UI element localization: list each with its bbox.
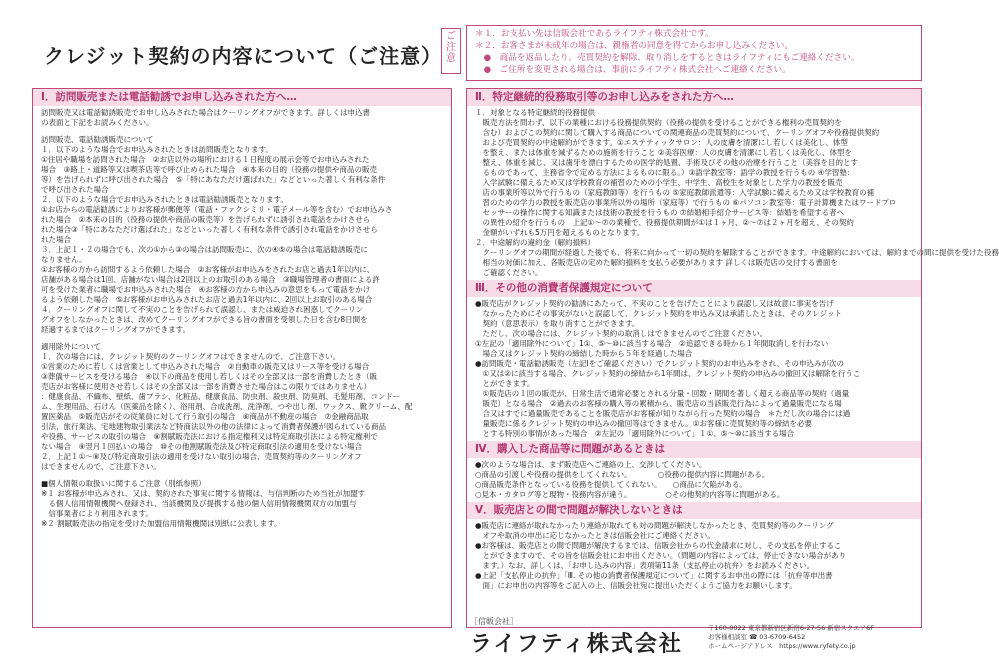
text-line: 場合又はクレジット契約の締結した時から５年を経過した場合 (475, 349, 693, 358)
left-section (33, 340, 451, 474)
text-line: とができます。 (475, 379, 535, 388)
text-line: ○商品販売条件となっている役務を提供してくれない。 ○商品に欠陥がある。 (475, 480, 747, 489)
right-panel (466, 88, 999, 628)
text-line: 店舗がある場合は1回、店舗がない場合は2回以上のお取引のある場合 ③職場管理者の書面による許 (41, 275, 380, 284)
text-line: ３．上記１・２の場合でも、次の①から③の場合は訪問販売に、次の④⑤の場合は電話勧誘販売に (41, 245, 368, 254)
left-panel (32, 88, 452, 628)
text-line: の表面と下記をお読みください。 (41, 118, 154, 127)
text-line: 売店がお客様に使用させ若しくはその全部又は一部を消費させた場合はこの限りではありません） (41, 382, 371, 391)
company-address (708, 624, 874, 651)
notice-line: ● ご住所を変更される場合は、事前にライフティ株式会社へご連絡ください。 (475, 65, 791, 75)
text-line: 可を受けた業者に職場でお申込みされた場合 ④お客様の方から申込みの意思をもって電話をかけ (41, 285, 371, 294)
text-line: の異性の紹介を行うもの 上記①～⑦の業種で、役務提供期間が①は１ヶ月、②～⑦は２ヶ月を超え、その契約 (475, 218, 854, 227)
text-line: 等）を告げられずに呼び出された場合 ⑤「特にあなただけ選ばれた」などといった著しく有利な条件 (41, 175, 386, 184)
company-name: ライフティ株式会社 (470, 632, 683, 657)
text-line: ■個人情報の取扱いに関するご注意（別紙参照） (41, 479, 206, 488)
right-section (467, 297, 921, 441)
company-block (470, 616, 683, 658)
text-line: クーリングオフの期間が経過した後でも、将来に向かって一切の契約を解除することができます。中途解約においては、解約までの間に提供を受けた役務 (475, 248, 999, 257)
section-heading-3: Ⅲ．その他の消費者保護規定について (467, 280, 921, 297)
text-line: 合又はすでに過量販売であることを販売店がお客様が知りながら行った契約の場合 ＊ただし次の場合には過 (475, 409, 851, 418)
text-line: オフや取消の申出に応じなかったときは信販会社にご連絡ください。 (475, 531, 715, 540)
text-line: 含む）およびこの契約に関して購入する商品についての関連商品の売買契約について、クーリングオフや役務提供契約 (475, 128, 880, 137)
text-line: れた場合 (41, 235, 71, 244)
address-line: 〒160-0022 東京都新宿区新宿6-27-56 新宿スクエア6F (708, 624, 875, 632)
text-line: セッサーの操作に関する知識または技術の教授を行うもの ⑦結婚相手紹介サービス等：結婚を希望する者へ (475, 208, 845, 217)
text-line: １．次の場合には、クレジット契約のクーリングオフはできませんので、ご注意下さい。 (41, 352, 341, 361)
text-line: ●お客様は、販売店との間で問題が解決するまでは、信販会社からの代金請求に対し、その支払を停止するこ (475, 541, 842, 550)
text-line: れた場合③「特にあなただけ選ばれた」などといった著しく有利な条件で誘引され電話をかけさせら (41, 225, 378, 234)
text-line: ③葬儀サービスを受ける場合 ④以下の商品を使用し若しくはその全部又は一部を消費したとき（販 (41, 372, 377, 381)
text-line: 販売方法を問わず、以下の業種における役務提供契約（役務の提供を受けることができる権利の売買契約を (475, 118, 842, 127)
text-line: ２．上記１①～⑧及び特定商取引法の適用を受けない取引の場合、売買契約等のクーリングオフ (41, 452, 362, 461)
text-line: を整え、または体重を減ずるための施術を行うこと ②美容医療：人の皮膚を清潔にし若しくは美化し、体型を (475, 148, 853, 157)
text-line: なりません。 (41, 255, 87, 264)
text-line: 整え、体重を減じ、又は歯牙を漂白するための医学的処置、手術及びその他の治療を行うこと（美容を目的とす (475, 158, 858, 167)
text-line: ：健康食品、不織布、壁紙、歯ブラシ、化粧品、健康食品、防虫剤、殺虫剤、防臭剤、毛髪用剤、コンドー (41, 392, 401, 401)
text-line: ●次のような場合は、まず販売店へご連絡の上、交渉してください。 (475, 460, 707, 469)
text-line: るよう依頼した場合 ⑤お客様がお申込みされたお店と過去1年以内に、2回以上お取引のある場合 (41, 295, 373, 304)
text-line: ①お客様の方から訪問するよう依頼した場合 ②お客様がお申込みをされたお店と過去1年以内に、 (41, 265, 375, 274)
text-line: 経過するまではクーリングオフができます。 (41, 325, 191, 334)
text-line: ただし、次の場合には、クレジット契約の取消しはできませんのでご注意ください。 (475, 329, 768, 338)
text-line: グオフをしなかったときは、改めてクーリングオフができる旨の書面を受領した日を含む8日間を (41, 315, 368, 324)
text-line: １．以下のような場合でお申込みされたときは訪問販売となります。 (41, 145, 273, 154)
notice-tab: ご注意 (441, 28, 461, 74)
text-line: ●販売店がクレジット契約の勧誘にあたって、不実のことを告げたことにより誤認し又は故意に事実を告げ (475, 299, 834, 308)
text-line: ２．中途解約の違約金（解約損料） (475, 238, 595, 247)
text-line: 信事業者により利用されます。 (41, 509, 153, 518)
left-section (33, 133, 451, 337)
text-line: で呼び出された場合 (41, 185, 109, 194)
text-line: ※１ お客様が申込みされ、又は、契約された事実に関する情報は、与信判断のため当社が加盟す (41, 489, 366, 498)
text-line: ①左記の「適用除外について」1①、⑤～⑩に該当する場合 ②追認できる時から１年間取消しを行わない (475, 339, 829, 348)
text-line: 店の事業所等以外で行うもの（家庭教師等）を行うもの ⑤家庭教師派遣等：入学試験に備えるため又は学校教育の補 (475, 188, 875, 197)
text-line: ●訪問販売・電話勧誘販売（左記Ⅰをご確認ください）でクレジット契約のお申込みをされ、その申込みが次の (475, 359, 845, 368)
text-line: 量販売に係るクレジット契約の申込みの撤回等はできません。①お客様に売買契約等の締結を必要 (475, 419, 812, 428)
text-line: るものであって、主務省令で定める方法によるものに限る。）③語学教室等：語学の教授を行うもの ④学習塾： (475, 168, 855, 177)
text-line: 引法、旅行業法、宅地建物取引業法など特商法以外の他の法律によって消費者保護が図られている商品 (41, 422, 386, 431)
left-section (33, 106, 451, 130)
text-line: ①住居や職場を訪問された場合 ②お店以外の場所における１日程度の展示会等でお申込みされた (41, 155, 370, 164)
address-line: ホームページアドレス https://www.ryfety.co.jp (708, 642, 856, 650)
section-heading-2: Ⅱ．特定継続的役務取引等のお申し込みをされた方へ… (467, 89, 921, 106)
text-line: 金額がいずれも5万円を超えるものとなります。 (475, 228, 645, 237)
left-section (33, 477, 451, 531)
text-line: および売買契約の中途解約ができます。①エステティックサロン：人の皮膚を清潔にし若しくは美化し、体型 (475, 138, 848, 147)
text-line: 訪問販売又は電話勧誘販売でお申し込みされた場合はクーリングオフができます。詳しくは申込書 (41, 108, 371, 117)
text-line: ４．クーリングオフに関して不実のことを告げられて誤認し、または威迫され困惑してクーリン (41, 305, 364, 314)
notice-line: ＊２．お客さまが未成年の場合は、親権者の同意を得てからお申し込みください。 (475, 41, 793, 51)
section-heading-1: Ⅰ．訪問販売または電話勧誘でお申し込みされた方へ… (33, 89, 451, 106)
text-line: ない場合 ⑨翌月１回払いの場合 ⑩その他割賦販売法及び特定商取引法の適用を受けない場合 (41, 442, 362, 451)
text-line: 入学試験に備えるため又は学校教育の補習のための小学生、中学生、高校生を対象とした学力の教授を販売 (475, 178, 843, 187)
text-line: ●上記「支払停止の抗弁」「Ⅲ. その他の消費者保護規定について」に関するお申出の際には「抗弁等申出書 (475, 571, 833, 580)
text-line: れた場合 ②本来の目的（役務の提供や商品の販売等）を告げられずに誘引され電話をかけさせら (41, 215, 371, 224)
text-line: 相当の対価に加え、各販売店の定めた解約損料を支払う必要があります 詳しくは販売店の交付する書面を (475, 258, 838, 267)
text-line: ご確認ください。 (475, 268, 543, 277)
address-line: お客様相談室 ☎ 03-6709-6452 (708, 633, 806, 641)
text-line: ○見本・カタログ等と現物・役務内容が違う。 ○その他契約内容等に問題がある。 (475, 490, 785, 499)
text-line: 販売）となる場合 ②過去のお客様の購入等の累積から、販売店の当該販売行為によって過量販売になる場 (475, 399, 842, 408)
text-line: 訪問販売、電話勧誘販売について (41, 135, 154, 144)
right-section (467, 458, 921, 502)
text-line: はできませんので、ご注意下さい。 (41, 462, 161, 471)
text-line: １．対象となる特定継続的役務提供 (475, 108, 595, 117)
text-line: 習のための学力の教授を販売店の事業所以外の場所（家庭等）で行うもの ⑥パソコン教室等：電子計算機またはワードプロ (475, 198, 897, 207)
right-section (467, 106, 999, 280)
text-line: ○商品の引渡しや役務の提供をしてくれない。 ○役務の提供内容に問題がある。 (475, 470, 770, 479)
notice-line: ＊１．お支払い先は信販会社であるライフティ株式会社です。 (475, 29, 714, 39)
text-line: とする特別の事情があった場合 ②左記の「適用除外について」１①、⑤～⑩に該当する場合 (475, 429, 795, 438)
text-line: ①又は②に該当する場合、クレジット契約の締結から1年間は、クレジット契約の申込みの撤回又は解除を行うこ (475, 369, 861, 378)
text-line: や役務、サービスの取引の場合 ⑧割賦販売法における指定権利又は特定商取引法による特定権利で (41, 432, 378, 441)
text-line: 場合 ③路上・道路等又は喫茶店等で呼び止められた場合 ④本来の目的（役務の提供や商品の販売 (41, 165, 377, 174)
text-line: ２．以下のような場合でお申込みされたときは電話勧誘販売となります。 (41, 195, 288, 204)
text-line: ※２ 割賦販売法の指定を受けた加盟信用情報機関は別紙に公表します。 (41, 519, 282, 528)
text-line: る個人信用情報機関へ登録され、当該機関及び提携する他の個人信用情報機関双方の加盟与 (41, 499, 357, 508)
page-title: クレジット契約の内容について（ご注意） (44, 44, 443, 68)
text-line: ①お店からの電話勧誘によりお客様が郵便等（電話・ファクシミリ・電子メール等を含む）でお申込みさ (41, 205, 393, 214)
text-line: ①販売店の１回の販売が、日常生活で通常必要とされる分量・回数・期間を著しく超える商品等の契約（過量 (475, 389, 850, 398)
text-line: 契約（意思表示）を取り消すことができます。 (475, 319, 640, 328)
company-tag: ［信販会社］ (470, 617, 518, 626)
text-line: ます。）なお、詳しくは、「お申し込みの内容」表項第11条（支払停止の抗弁）をお読みください。 (475, 561, 814, 570)
notice-line: ● 商品を返品したり、売買契約を解除、取り消しをするときはライフティにもご連絡ください。 (475, 53, 860, 63)
text-line: 面」にお申出の内容等をご記入の上、信販会社宛に提出いただくようご協力をお願いします。 (475, 581, 797, 590)
section-heading-4: Ⅳ．購入した商品等に問題があるときは (467, 441, 921, 458)
section-heading-5: Ⅴ．販売店との間で問題が解決しないときは (467, 502, 921, 519)
text-line: ①営業のために若しくは営業として申込みされた場合 ②自動車の販売又はリース等を受ける場合 (41, 362, 370, 371)
text-line: なかったためにその事実がないと誤認して、クレジット契約を申込み又は承諾したときは、そのクレジット (475, 309, 842, 318)
right-section (467, 519, 921, 593)
text-line: とができますので、その旨を信販会社にお申出ください。（問題の内容によっては、停止できない場合があり (475, 551, 847, 560)
text-line: 適用除外について (41, 342, 101, 351)
text-line: ●販売店に連絡が取れなかったり連絡が取れても対の問題が解決しなかったとき、売買契約等のクーリング (475, 521, 834, 530)
notice-box (466, 25, 922, 81)
text-line: 置医薬品 ⑤販売店がその従業員に対して行う取引の場合 ⑥商品が不動産の場合 ⑦金融商品取 (41, 412, 369, 421)
text-line: ム、生理用品、石けん（医薬品を除く）、浴用剤、合成洗剤、洗浄剤、つや出し剤、ワックス、靴クリーム、配 (41, 402, 413, 411)
